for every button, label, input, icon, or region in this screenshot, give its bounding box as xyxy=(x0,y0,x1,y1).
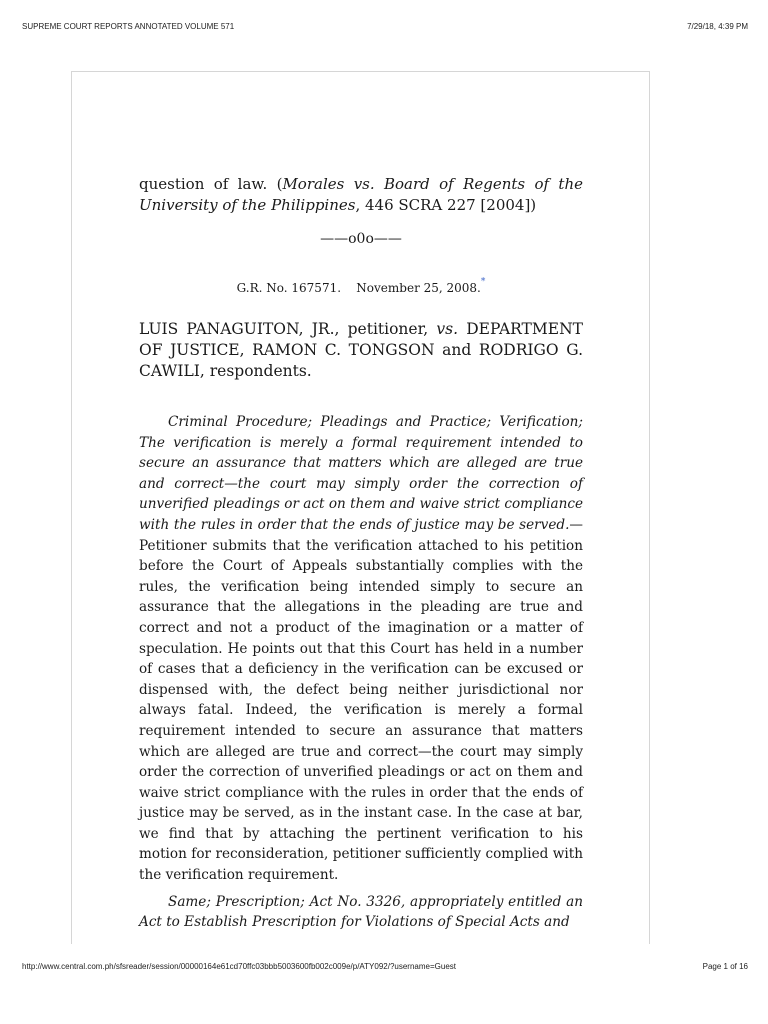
document-content xyxy=(139,174,583,933)
print-header-timestamp: 7/29/18, 4:39 PM xyxy=(687,22,748,31)
syllabus-paragraph-2 xyxy=(139,892,583,933)
footnote-link[interactable]: * xyxy=(480,277,486,287)
syllabus-1-headnote: Criminal Procedure; Pleadings and Practice; Verification; The verification is merely a formal requirement intended to secure an assurance that matters which are alleged are true and correct—the court may simply order the correction of unverified pleadings or act on them and waive strict compliance with the rules in order that the ends of justice may be served. xyxy=(139,414,583,533)
caption-petitioner: LUIS PANAGUITON, JR., petitioner, xyxy=(139,320,437,338)
section-divider: ——o0o—— xyxy=(320,231,402,247)
intro-text: question of law. ( xyxy=(139,175,283,193)
print-footer-url: http://www.central.com.ph/sfsreader/session/00000164e61cd70ffc03bbb5003600fb002c009e/p/ATY092/?username=Guest xyxy=(22,962,456,971)
intro-paragraph xyxy=(139,174,583,216)
syllabus-paragraph-1 xyxy=(139,412,583,886)
caption-vs: vs. xyxy=(436,320,459,338)
document-page xyxy=(71,71,650,944)
intro-case-name: Morales vs. Board of Regents of the University of the Philippines xyxy=(139,175,583,214)
syllabus-2-headnote: Same; Prescription; Act No. 3326, appropriately entitled an Act to Establish Prescription for Violations of Special Acts and xyxy=(139,893,583,931)
print-footer-page-number: Page 1 of 16 xyxy=(702,962,748,971)
print-header-title: SUPREME COURT REPORTS ANNOTATED VOLUME 571 xyxy=(22,22,235,31)
case-caption xyxy=(139,319,583,382)
gr-number: G.R. No. 167571. xyxy=(236,281,342,295)
intro-citation: , 446 SCRA 227 [2004]) xyxy=(355,196,537,214)
caption-respondents: DEPARTMENT OF JUSTICE, RAMON C. TONGSON and RODRIGO G. CAWILI, respondents. xyxy=(139,320,583,380)
gr-number-line xyxy=(139,277,583,295)
syllabus-1-body: —Petitioner submits that the verification attached to his petition before the Court of Appeals substantially complies with the rules, the verification being intended simply to secure an assurance that the allegations in the pleading are true and correct and not a product of the imagination or a matter of speculation. He points out that this Court has held in a number of cases that a deficiency in the verification can be excused or dispensed with, the defect being neither jurisdictional nor always fatal. Indeed, the verification is merely a formal requirement intended to secure an assurance that matters which are alleged are true and correct—the court may simply order the correction of unverified pleadings or act on them and waive strict compliance with the rules in order that the ends of justice may be served, as in the instant case. In the case at bar, we find that by attaching the pertinent verification to his motion for reconsideration, petitioner sufficiently complied with the verification requirement. xyxy=(139,516,583,884)
gr-date: November 25, 2008. xyxy=(356,281,481,295)
